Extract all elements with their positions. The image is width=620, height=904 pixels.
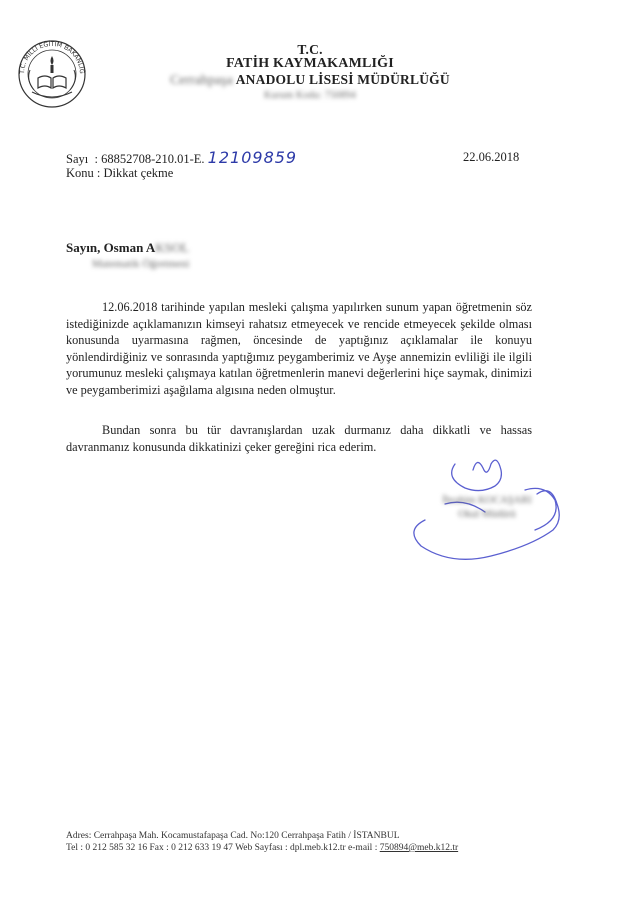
header-school bbox=[150, 72, 470, 88]
signatory-title-redacted: Okul Müdürü bbox=[458, 509, 516, 520]
addressee-name-redacted: KSOL bbox=[155, 240, 190, 255]
footer-address: Adres: Cerrahpaşa Mah. Kocamustafapaşa Cad. No:120 Cerrahpaşa Fatih / İSTANBUL bbox=[66, 831, 400, 841]
footer-contact-text: Tel : 0 212 585 32 16 Fax : 0 212 633 19 47 Web Sayfası : dpl.meb.k12.tr e-mail : bbox=[66, 843, 380, 853]
header-kaymakamlik: FATİH KAYMAKAMLIĞI bbox=[226, 56, 394, 71]
sayi-value: : 68852708-210.01-E. bbox=[94, 152, 205, 166]
document-date: 22.06.2018 bbox=[463, 150, 520, 164]
konu-value: : Dikkat çekme bbox=[96, 166, 174, 180]
signatory bbox=[412, 494, 562, 522]
addressee-title-redacted: Matematik Öğretmeni bbox=[92, 258, 190, 270]
addressee-name: Sayın, Osman AKSOL bbox=[66, 240, 190, 255]
signatory-name-redacted: İbrahim KOCAŞARI bbox=[442, 495, 532, 506]
handwritten-number: 12109859 bbox=[207, 148, 298, 167]
footer-contact bbox=[66, 842, 458, 854]
konu-label: Konu bbox=[66, 166, 94, 180]
school-prefix-redacted: Cerrahpaşa bbox=[170, 72, 233, 87]
school-code-redacted: Kurum Kodu: 750894 bbox=[264, 90, 356, 101]
subject-line bbox=[66, 165, 173, 181]
body-paragraph-2: Bundan sonra bu tür davranışlardan uzak durmanız daha dikkatli ve hassas davranmanız konusunda dikkatinizi çeker gereğini rica ederim. bbox=[66, 423, 532, 454]
header-tc: T.C. bbox=[297, 42, 323, 57]
body-paragraph-1: 12.06.2018 tarihinde yapılan mesleki çalışma yapılırken sunum yapan öğretmenin söz istediğinizde açıklamanızın kimseyi rahatsız etmeyecek ve rencide etmeyecek şekilde olması konusunda uyarmasına rağmen, öncesinde de yaptığınız açıklamalar ile konuyu yönlendirdiğiniz ve sonrasında yaptığımız peygamberimiz ve Ayşe annemizin evliliği ile ilgili yorumunuz mesleki çalışmaya katılan öğretmenlerin manevi değerlerini hiçe saymak, dinimizi ve peygamberimizi aşağılama algısına neden olmuştur. bbox=[66, 300, 532, 397]
school-name: ANADOLU LİSESİ MÜDÜRLÜĞÜ bbox=[235, 72, 450, 87]
sayi-label: Sayı bbox=[66, 152, 89, 166]
seal-text: T.C. MİLLİ EĞİTİM BAKANLIĞ bbox=[18, 40, 86, 75]
footer-email-link[interactable]: 750894@meb.k12.tr bbox=[379, 843, 459, 853]
ministry-seal-logo bbox=[14, 34, 90, 110]
